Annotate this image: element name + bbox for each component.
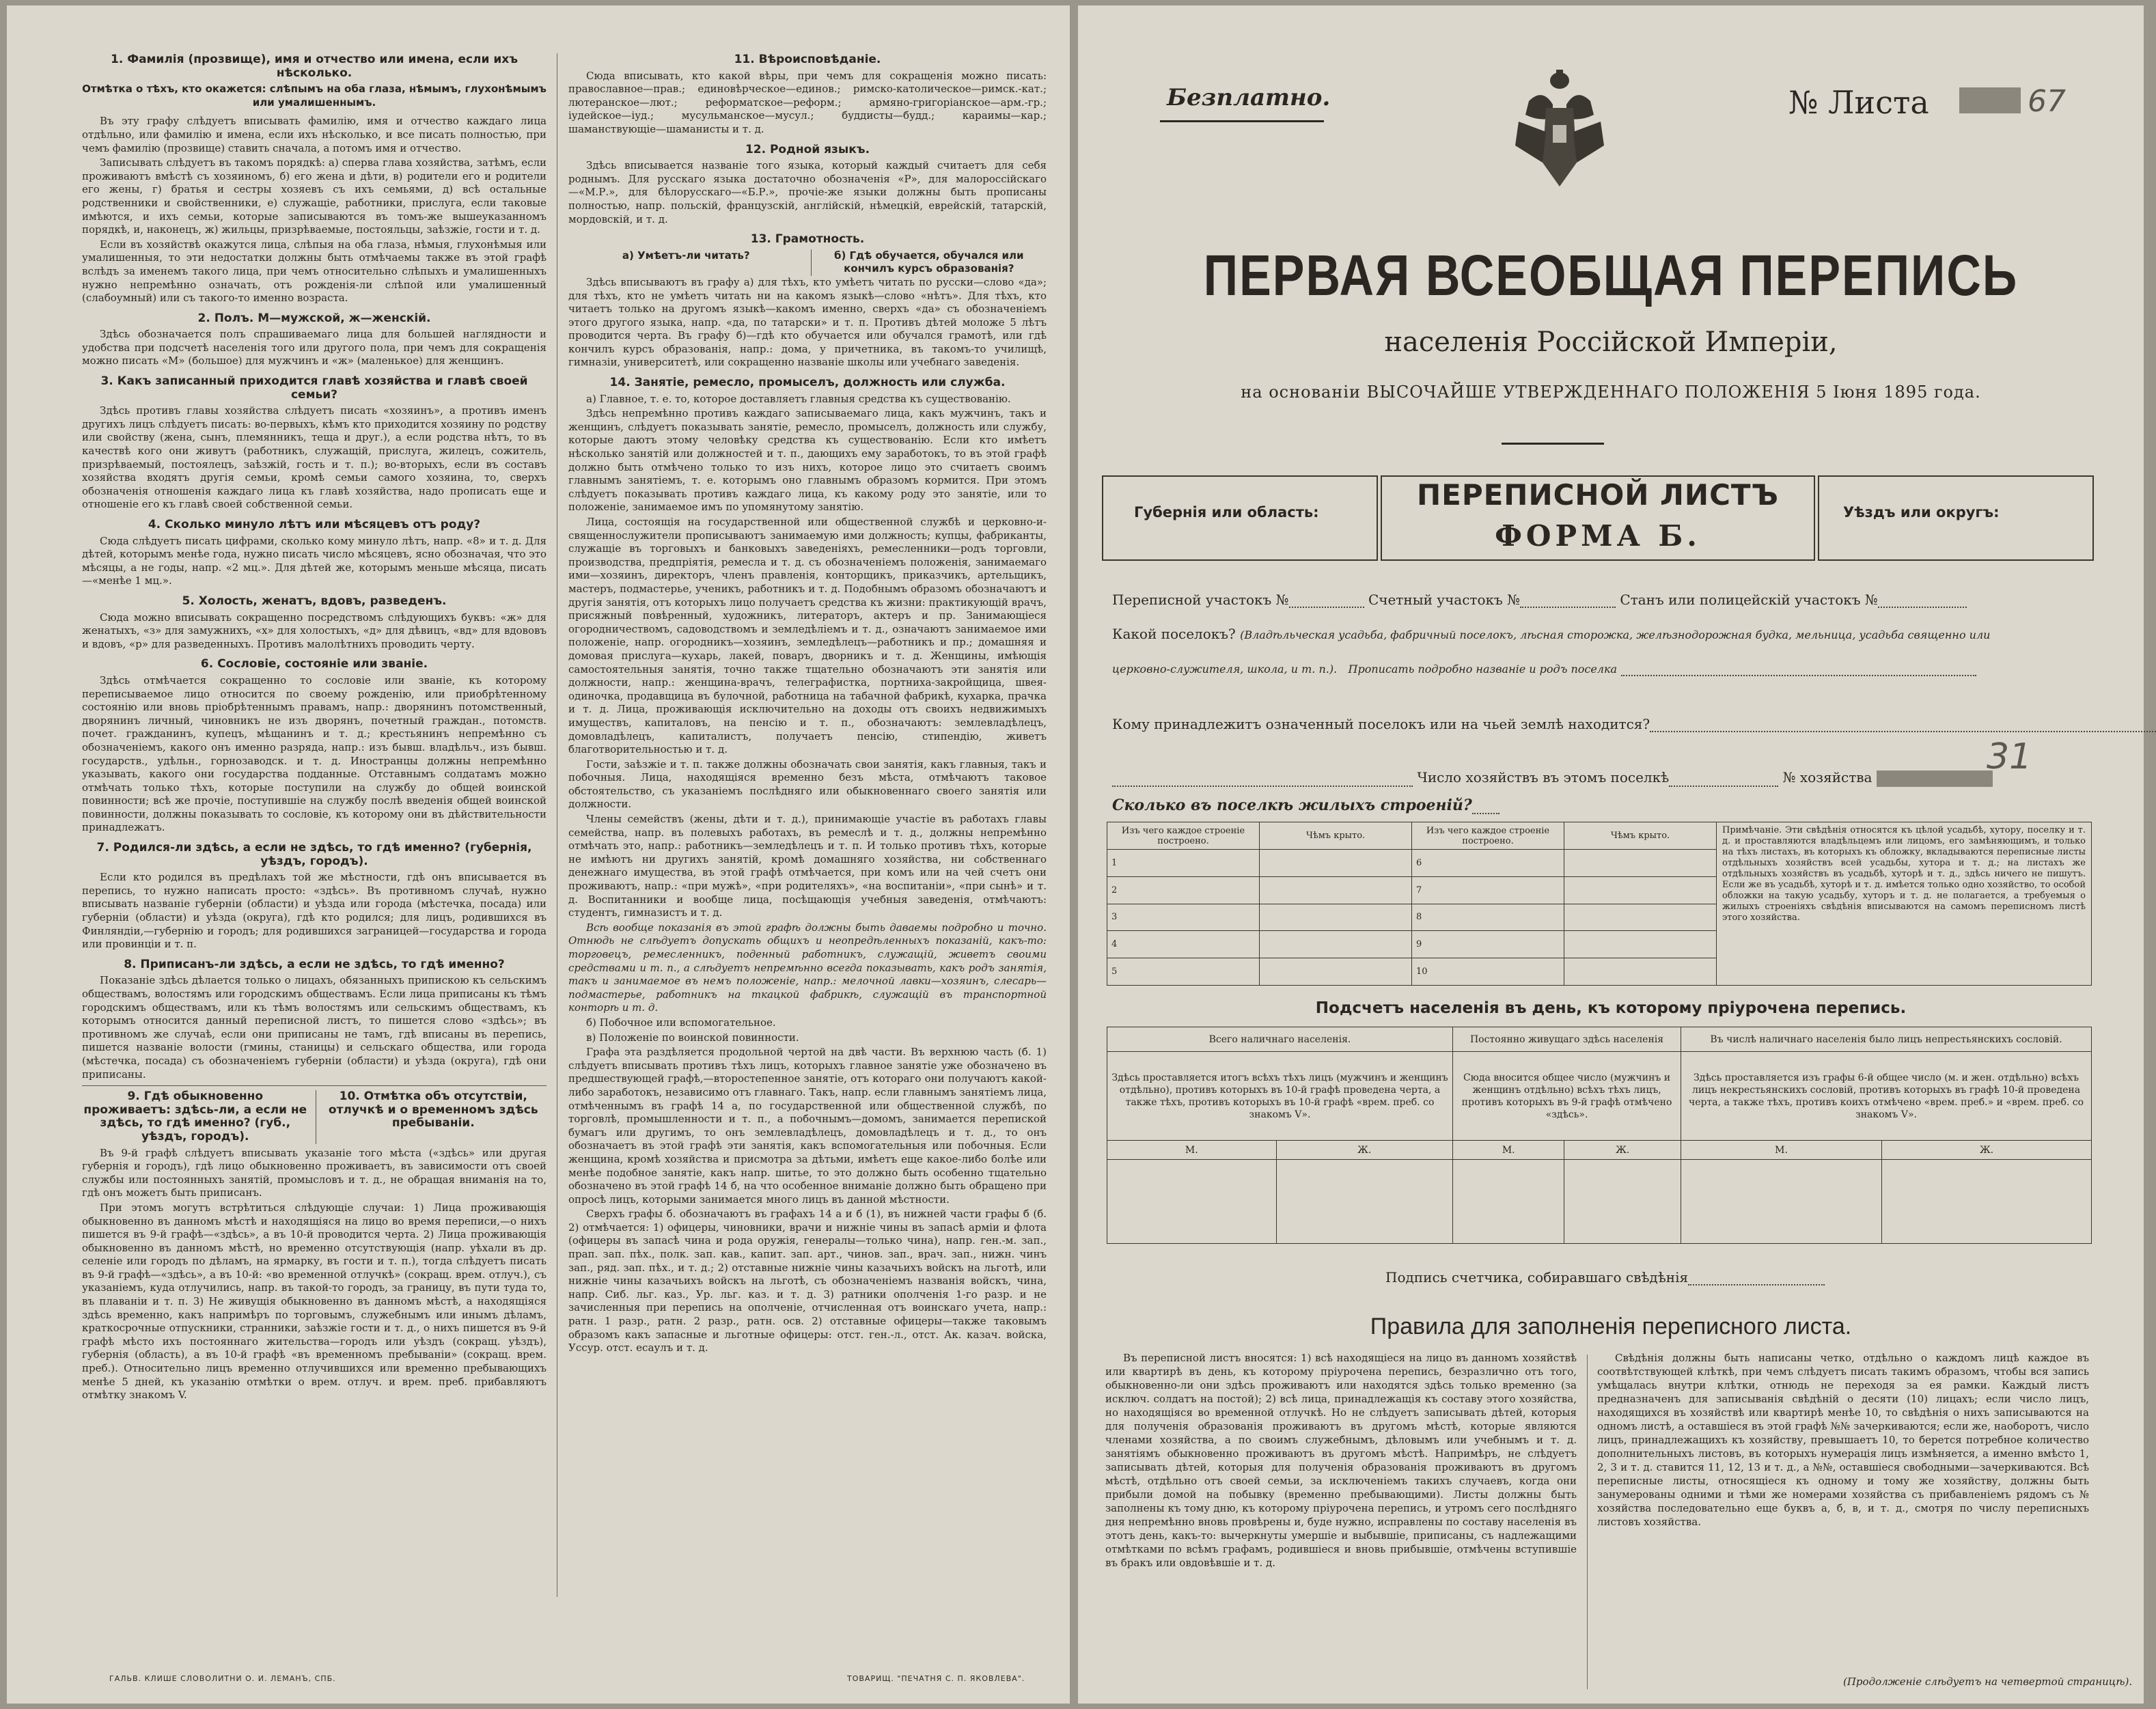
- settlement-line: [1112, 626, 1990, 642]
- rules-column-left: [1105, 1351, 1577, 1693]
- paragraph: При этомъ могутъ встрѣтиться слѣдующіе случаи: 1) Лица проживающія обыкновенно въ данномъ мѣстѣ и находящіяся на лицо во время переписи,—о нихъ пишется въ 9-й графѣ—«здѣсь», а въ 10-й проводится черта. 2) Лица проживающія обыкновенно въ данномъ мѣстѣ, но временно отсутствующія (напр. уѣхали въ др. селеніе или городъ по дѣламъ, на ярмарку, въ гости и т. п.), тогда слѣдуетъ писать въ 9-й графѣ—«здѣсь», а въ 10-й: «во временной отлучкѣ» (сокращ. врем. отлуч.), съ указаніемъ, куда отлучились, напр. въ такой-то городъ, за границу, въ пути туда то, въ плаваніи и т. п. 3) Не живущія обыкновенно въ данномъ мѣстѣ, а находящіяся здѣсь временно, какъ напримѣръ по торговымъ, служебнымъ или инымъ дѣламъ, краткосрочные отпускники, странники, заѣзжіе гости и т. д., о нихъ пишется въ 9-й графѣ мѣсто ихъ постояннаго жительства—городъ или уѣздъ (сокращ. уѣздъ), губернія (область), а въ 10-й графѣ «въ временномъ пребываніи» (сокращ. врем. преб.). Относительно лицъ временно отлучившихся или временно пребывающихъ менѣе 5 дней, къ указанію отмѣтки о врем. отлуч. и врем. преб. прибавляютъ отмѣтку знакомъ V.: [82, 1201, 547, 1402]
- section-4-title: 4. Сколько минуло лѣтъ или мѣсяцевъ отъ роду?: [148, 518, 481, 531]
- uezd-box: [1818, 475, 2094, 561]
- paragraph: Въ эту графу слѣдуетъ вписывать фамилію, имя и отчество каждаго лица отдѣльно, или фамилію и имена, если ихъ нѣсколько, и все писать полностью, при чемъ фамилію (прозвище) ставить сначала, а потомъ имя и отчество.: [82, 115, 547, 154]
- handwritten-household-number: 31: [1987, 736, 2032, 777]
- roof-header: Чѣмъ крыто.: [1564, 822, 1717, 850]
- owner-field[interactable]: [1650, 728, 2156, 732]
- gubernia-label: Губернія или область:: [1134, 504, 1319, 520]
- count-col-3-text: Здѣсь проставляется изъ графы 6-й общее число (м. и жен. отдѣльно) всѣхъ лицъ некрестьянскихъ сословій, противъ которыхъ въ графѣ 10-й проведена черта, а также тѣхъ, противъ коихъ отмѣчено «врем. преб.» и «врем. преб. со знакомъ V».: [1681, 1052, 2092, 1141]
- rules-title: Правила для заполненія переписного листа.: [1370, 1314, 1852, 1339]
- settlement-hint: (Владѣльческая усадьба, фабричный поселокъ, лѣсная сторожка, желѣзнодорожная будка, мельница, усадьба священно или: [1240, 628, 1991, 641]
- buildings-field[interactable]: [1472, 810, 1499, 814]
- form-header-row: [1102, 475, 2092, 561]
- paragraph: Здѣсь противъ главы хозяйства слѣдуетъ писать «хозяинъ», а противъ именъ другихъ лицъ слѣдуетъ писать: во-первыхъ, кѣмъ кто приходится хозяину по родству или свойству (жена, сынъ, племянникъ, теща и друг.), а если родства нѣтъ, то въ качествѣ кого они живутъ (работникъ, служащій, прислуга, жилецъ, сожитель, призрѣваемый, постоялецъ, заѣзжій, гость и т. п.); во-вторыхъ, если въ составъ хозяйства входятъ другія семьи, кромѣ семьи самого хозяина, то, сверхъ обозначенія отношенія каждаго лица къ главѣ хозяйства, надо прописать еще и отношеніе его къ главѣ своей собственной семьи.: [82, 404, 547, 511]
- signature-label: Подпись счетчика, собиравшаго свѣдѣнія: [1385, 1269, 1689, 1286]
- section-11-title: 11. Вѣроисповѣданіе.: [734, 53, 881, 66]
- paragraph: Свѣдѣнія должны быть написаны четко, отдѣльно о каждомъ лицѣ каждое въ соотвѣтствующей клѣткѣ, при чемъ слѣдуетъ писать такимъ образомъ, чтобы вся запись умѣщалась внутри клѣтки, отнюдь не переходя за ея рамки. Каждый листъ предназначенъ для записыванія свѣдѣній о десяти (10) лицахъ; если число лицъ, находящихся въ хозяйствѣ или квартирѣ менѣе 10, то свѣдѣнія о нихъ записываются на одномъ листѣ, а оставшіеся въ этой графѣ №№ зачеркиваются; если же, наоборотъ, число лицъ, принадлежащихъ къ хозяйству, превышаетъ 10, то берется потребное количество дополнительныхъ листовъ, въ которыхъ нумерація лицъ измѣняется, а именно вмѣсто 1, 2, 3 и т. д. ставится 11, 12, 13 и т. д., а №№, оставшіеся свободными—зачеркиваются. Всѣ переписные листы, относящіеся къ одному и тому же хозяйству, должны быть занумерованы одними и тѣми же номерами хозяйства съ прибавленіемъ рядомъ съ № хозяйства последовательно еще буквъ а, б, в, и т. д., смотря по числу переписныхъ листовъ хозяйства.: [1597, 1352, 2089, 1528]
- section-1-title: 1. Фамилія (прозвище), имя и отчество или имена, если ихъ нѣсколько.: [111, 53, 518, 80]
- section-5-title: 5. Холость, женатъ, вдовъ, разведенъ.: [182, 594, 447, 608]
- building-row-number: 7: [1412, 876, 1564, 904]
- district-line: [1112, 592, 1967, 608]
- paragraph: Сверхъ графы б. обозначаютъ въ графахъ 14 а и б (1), въ нижней части графы б (б. 2) отмѣчается: 1) офицеры, чиновники, врачи и нижніе чины въ запасѣ арміи и флота (офицеры въ запасѣ чина и рода оружія, генералы—только чина), напр. ген.-м. зап., прап. зап. пѣх., полк. зап. кав., капит. зап. арт., чинов. зап., врач. зап., нижн. чинъ зап., ряд. зап. пѣх., и т. д.; 2) отставные нижніе чины казачьихъ войскъ на льготѣ, или нижніе чины казачьихъ войскъ на льготѣ, съ обозначеніемъ названія войскъ, чина, напр. Сиб. льг. каз., Ур. льг. каз. и т. д. 3) ратники ополченія 1-го разр. и не зачисленныя при перепись на ополченіе, отчисленная отъ воинскаго учета, напр.: ратн. 1 разр., ратн. 2 разр., ратн. осв. 2) отставные офицеры—также таковымъ образомъ какъ запасные и льготные офицеры: отст. ген.-л., отст. Ак. казач. войска, Уссур. отст. есаулъ и т. д.: [568, 1208, 1047, 1354]
- building-cell[interactable]: [1564, 850, 1717, 877]
- section-9-title: 9. Гдѣ обыкновенно проживаетъ: здѣсь-ли, а если не здѣсь, то гдѣ именно? (губ., уѣздъ, городъ).: [83, 1089, 307, 1143]
- right-page: [1078, 5, 2144, 1704]
- section-8-title: 8. Приписанъ-ли здѣсь, а если не здѣсь, то гдѣ именно?: [124, 957, 505, 971]
- count-col-2-head: Постоянно живущаго здѣсь населенія: [1452, 1027, 1681, 1052]
- owner-line: [1112, 716, 2156, 732]
- count-cell[interactable]: [1681, 1160, 1882, 1244]
- section-14b: б) Побочное или вспомогательное.: [586, 1016, 776, 1029]
- household-number-stamp: [1877, 770, 1993, 787]
- paragraph: Здѣсь обозначается полъ спрашиваемаго лица для большей наглядности и удобства при подсчетѣ населенія того или другого пола, при чемъ для сокращенія можно писать «М» (большое) для мужчинъ и «ж» (маленькое) для женщинъ.: [82, 328, 547, 367]
- section-10-title: 10. Отмѣтка объ отсутствіи, отлучкѣ и о временномъ здѣсь пребываніи.: [316, 1090, 547, 1143]
- female-column-label: Ж.: [1882, 1141, 2092, 1160]
- paragraph: Здѣсь отмѣчается сокращенно то сословіе или званіе, къ которому переписываемое лицо относится по своему рожденію, или приобрѣтенному состоянію или вновь пріобрѣтеннымъ правамъ, напр.: дворянинъ потомственный, дворянинъ личный, чиновникъ не изъ дворянъ, почетный граждан., потомств. почет. гражданинъ, купецъ, мѣщанинъ и т. д.; крестьянинъ непремѣнно съ обозначеніемъ, какого онъ именно разряда, напр.: изъ бывш. владѣльч., изъ бывш. государств., удѣльн., горнозаводск. и т. д. Иностранцы должны непремѣнно указывать, какого они государства подданные. Отставнымъ солдатамъ можно отмѣчать только тѣхъ, которые поступили на службу до общей воинской повинности; всѣ же прочіе, поступившіе на службу послѣ введенія общей воинской повинности, должны показывать то сословіе, къ которому они въ дѣйствительности принадлежатъ.: [82, 673, 547, 834]
- printer-footer-right: ТОВАРИЩ. "ПЕЧАТНЯ С. П. ЯКОВЛЕВА".: [847, 1674, 1025, 1683]
- paragraph: Въ 9-й графѣ слѣдуетъ вписывать указаніе того мѣста («здѣсь» или другая губернія и городъ), гдѣ лицо обыкновенно проживаетъ, въ зависимости отъ своей службы или постоянныхъ занятій, промысловъ и т. д., не обращая вниманія на то, гдѣ онъ можетъ быть приписанъ.: [82, 1146, 547, 1199]
- male-column-label: М.: [1107, 1141, 1277, 1160]
- paragraph: Записывать слѣдуетъ въ такомъ порядкѣ: а) сперва глава хозяйства, затѣмъ, если проживаютъ вмѣстѣ съ хозяиномъ, б) его жена и дѣти, в) родители его и родители его жены, г) братья и сестры хозяевъ съ ихъ семьями, д) всѣ остальные родственники и свойственники, е) служащіе, работники, прислуга, если таковые имѣются, и ихъ семьи, которые записываются въ томъ-же вышеуказанномъ порядкѣ, и, наконецъ, ж) жильцы, призрѣваемые, постояльцы, заѣзжіе, гости и т. д.: [82, 156, 547, 236]
- police-district-field[interactable]: [1878, 604, 1967, 608]
- instructions-column-left: [82, 46, 547, 1617]
- female-column-label: Ж.: [1276, 1141, 1452, 1160]
- building-row-number: 1: [1107, 850, 1260, 877]
- handwritten-sheet-number: 67: [2028, 84, 2066, 119]
- paragraph: Показаніе здѣсь дѣлается только о лицахъ, обязанныхъ припискою къ сельскимъ обществамъ, волостямъ или городскимъ обществамъ. Если лица приписаны къ тѣмъ городскимъ обществамъ, или къ тѣмъ волостямъ или сельскимъ обществамъ, къ которымъ относится данный переписной листъ, то пишется слово «здѣсь»; въ противномъ же случаѣ, если они приписаны не тамъ, гдѣ вписаны въ перепись, пишется названіе волости (гмины, станицы) и сельскаго общества, или города (мѣстечка, посада) съ обозначеніемъ губерніи (области) и уѣзда (округа), гдѣ они приписаны.: [82, 974, 547, 1081]
- building-cell[interactable]: [1564, 876, 1717, 904]
- section-7-title: 7. Родился-ли здѣсь, а если не здѣсь, то гдѣ именно? (губернія, уѣздъ, городъ).: [96, 841, 532, 868]
- paragraph: Здѣсь непремѣнно противъ каждаго записываемаго лица, какъ мужчинъ, такъ и женщинъ, слѣдуетъ показывать занятіе, ремесло, промыселъ, должность или службу, которые даютъ этому человѣку средства къ существованію. Если кто имѣетъ нѣсколько занятій или должностей и т. п., дающихъ ему заработокъ, то въ этой графѣ должно быть отмѣчено только то изъ нихъ, которое лицо это считаетъ своимъ главнымъ занятіемъ, т. е. которымъ оно главнымъ образомъ кормится. При этомъ слѣдуетъ показывать противъ каждаго лица, къ какому роду это занятіе, или то положеніе, занимаемое имъ по упомянутому занятію.: [568, 407, 1047, 514]
- census-title: ПЕРВАЯ ВСЕОБЩАЯ ПЕРЕПИСЬ: [1203, 243, 2019, 307]
- count-cell[interactable]: [1452, 1160, 1564, 1244]
- form-title: ПЕРЕПИСНОЙ ЛИСТЪ: [1416, 478, 1780, 512]
- count-cell[interactable]: [1882, 1160, 2092, 1244]
- sheet-number-stamp: [1959, 87, 2021, 113]
- building-row-number: 5: [1107, 958, 1260, 986]
- paragraph: Если въ хозяйствѣ окажутся лица, слѣпыя на оба глаза, нѣмыя, глухонѣмыя или умалишенныя, то эти недостатки должны быть отмѣчаемы также въ этой графѣ вслѣдъ за именемъ такого лица, при чемъ относительно слѣпыхъ и умалишенныхъ нужно непремѣнно означать, отъ рожденія-ли слѣпой или умалишенный (слабоумный) или съ такого-то именно возраста.: [82, 238, 547, 305]
- sheet-number-label: № Листа: [1788, 84, 1929, 121]
- section-14-title: 14. Занятіе, ремесло, промыселъ, должность или служба.: [609, 376, 1006, 390]
- continued-note: (Продолженіе слѣдуетъ на четвертой страницѣ).: [1843, 1676, 2133, 1688]
- households-count-label: Число хозяйствъ въ этомъ поселкѣ: [1417, 769, 1670, 786]
- paragraph: Всѣ вообще показанія въ этой графѣ должны быть даваемы подробно и точно. Отнюдь не слѣдуетъ допускать общихъ и неопредѣленныхъ показаній, какъ-то: торговецъ, ремесленникъ, поденный работникъ, служащій, живетъ своими средствами и т. п., а слѣдуетъ непремѣнно всегда показывать, какъ родъ занятія, такъ и занимаемое въ немъ положеніе, напр.: мелочной лавки—хозяинъ, слесарь—подмастерье, работникъ на ткацкой фабрикѣ, служащій въ транспортной конторѣ и т. д.: [568, 921, 1047, 1014]
- section-13b: б) Гдѣ обучается, обучался или кончилъ курсъ образованія?: [811, 249, 1047, 276]
- count-district-field[interactable]: [1520, 604, 1616, 608]
- dotted-leader: [1112, 783, 1413, 787]
- household-number-label: № хозяйства: [1782, 769, 1872, 786]
- printer-footer-left: ГАЛЬВ. КЛИШЕ СЛОВОЛИТНИ О. И. ЛЕМАНЪ, СПБ.: [109, 1674, 336, 1683]
- count-col-2-text: Сюда вносится общее число (мужчинъ и женщинъ отдѣльно) всѣхъ тѣхъ лицъ, противъ которыхъ въ 9-й графѣ отмѣчено «здѣсь».: [1452, 1052, 1681, 1141]
- double-headed-eagle-emblem: [1515, 67, 1604, 197]
- count-col-1-text: Здѣсь проставляется итогъ всѣхъ тѣхъ лицъ (мужчинъ и женщинъ отдѣльно), противъ которыхъ въ 10-й графѣ проведена черта, а также тѣхъ, противъ которыхъ въ 10-й графѣ «врем. преб. со знакомъ V».: [1107, 1052, 1453, 1141]
- section-1-lead: Отмѣтка о тѣхъ, кто окажется: слѣпымъ на оба глаза, нѣмымъ, глухонѣмымъ или умалишеннымъ.: [82, 83, 547, 109]
- settlement-line-2: [1112, 660, 1976, 676]
- left-page: [7, 5, 1070, 1704]
- settlement-hint-3: Прописать подробно названіе и родъ поселка: [1348, 663, 1618, 676]
- instructions-column-right: [568, 46, 1047, 1617]
- building-row-number: 9: [1412, 931, 1564, 958]
- paragraph: Здѣсь вписывается названіе того языка, который каждый считаетъ для себя роднымъ. Для русскаго языка достаточно обозначенія «Р», для малороссійскаго—«М.Р.», для бѣлорусскаго—«Б.Р.», прочіе-же языки должны быть прописаны полностью, напр. польскій, французскій, англійскій, нѣмецкій, еврейскій, татарскій, мордовскій, и т. д.: [568, 159, 1047, 225]
- section-12-title: 12. Родной языкъ.: [745, 142, 870, 156]
- building-row-number: 6: [1412, 850, 1564, 877]
- building-row-number: 10: [1412, 958, 1564, 986]
- free-label: Безплатно.: [1167, 84, 1331, 111]
- buildings-table: [1107, 822, 2092, 986]
- gubernia-box: [1102, 475, 1378, 561]
- count-cell[interactable]: [1564, 1160, 1681, 1244]
- paragraph: Сюда слѣдуетъ писать цифрами, сколько кому минуло лѣтъ, напр. «8» и т. д. Для дѣтей, которымъ менѣе года, нужно писать число мѣсяцевъ, ясно обозначая, что это мѣсяцы, а не годы, напр. «2 мц.». Для дѣтей же, которымъ меньше мѣсяца, писать—«менѣе 1 мц.».: [82, 534, 547, 587]
- form-title-box: [1381, 475, 1815, 561]
- building-row-number: 8: [1412, 904, 1564, 931]
- rules-divider: [1587, 1354, 1588, 1689]
- owner-label: Кому принадлежитъ означенный поселокъ или на чьей землѣ находится?: [1112, 716, 1650, 732]
- population-count-table: [1107, 1027, 2092, 1244]
- census-basis: на основаніи ВЫСОЧАЙШЕ УТВЕРЖДЕННАГО ПОЛОЖЕНІЯ 5 Іюня 1895 года.: [1241, 383, 1981, 402]
- paragraph: Графа эта раздѣляется продольной чертой на двѣ части. Въ верхнюю часть (б. 1) слѣдуетъ вписывать противъ тѣхъ лицъ, которыхъ главное занятіе уже обозначено въ предшествующей графѣ,—второстепенное занятіе, отъ котораго они получаютъ какой-либо заработокъ, независимо отъ главнаго. Такъ, напр. если главнымъ занятіемъ лица, отмѣченнымъ въ графѣ 14 а, по государственной или общественной службѣ, по торговлѣ, промышленности и т. п., а побочнымъ—домомъ, занимается перепиской бумагъ или другимъ, то онъ землевладѣлецъ, домовладѣлецъ и т. д., то онъ обозначаетъ въ этой графѣ эти занятія, какъ вспомогательныя или побочныя. Если женщина, кромѣ хозяйства и присмотра за дѣтьми, имѣетъ еще какое-либо болѣе или менѣе подобное занятіе, какъ напр. шитье, то это должно быть особенно тщательно обозначено въ этой графѣ 14 б, на что особенное вниманіе должно быть обращено при опросѣ лицъ, которыми занимается много лицъ въ данной мѣстности.: [568, 1046, 1047, 1206]
- building-row-number: 2: [1107, 876, 1260, 904]
- male-column-label: М.: [1452, 1141, 1564, 1160]
- settlement-field[interactable]: [1621, 672, 1976, 676]
- settlement-hint-2: церковно-служителя, школа, и т. п.).: [1112, 663, 1338, 676]
- free-underline: [1160, 120, 1324, 122]
- paragraph: Сюда можно вписывать сокращенно посредствомъ слѣдующихъ буквъ: «ж» для женатыхъ, «з» для замужнихъ, «х» для холостыхъ, «д» для дѣвицъ, «вд» для вдововъ и вдовъ, «р» для разведенныхъ. Противъ малолѣтнихъ проводить черту.: [82, 611, 547, 650]
- count-col-3-head: Въ числѣ наличнаго населенія было лицъ непрестьянскихъ сословій.: [1681, 1027, 2092, 1052]
- building-cell[interactable]: [1564, 904, 1717, 931]
- building-material-header: Изъ чего каждое строеніе построено.: [1412, 822, 1564, 850]
- section-3-title: 3. Какъ записанный приходится главѣ хозяйства и главѣ своей семьи?: [100, 374, 528, 402]
- building-cell[interactable]: [1260, 876, 1412, 904]
- roof-header: Чѣмъ крыто.: [1260, 822, 1412, 850]
- signature-line: [1385, 1269, 1825, 1286]
- uezd-label: Уѣздъ или округъ:: [1843, 504, 2000, 520]
- paragraph: Здѣсь вписываютъ въ графу а) для тѣхъ, кто умѣетъ читать по русски—слово «да»; для тѣхъ, кто не умѣетъ читать ни на какомъ языкѣ—слово «нѣтъ». Для тѣхъ, кто читаетъ только на другомъ языкѣ—какомъ именно, сверхъ «да» съ обозначеніемъ этого другого языка, напр. «да, по татарски» и т. п. Противъ дѣтей моложе 5 лѣтъ проводится черта. Въ графу б)—гдѣ кто обучается или обучался грамотѣ, или гдѣ кончилъ курсъ образованія, напр.: дома, у причетника, въ такомъ-то училищѣ, гимназіи, университетѣ, или сокращенно названіе школы или учебнаго заведенія.: [568, 275, 1047, 369]
- building-cell[interactable]: [1260, 904, 1412, 931]
- signature-field[interactable]: [1688, 1281, 1825, 1286]
- paragraph: Лица, состоящія на государственной или общественной службѣ и церковно-и-священнослужители прописываютъ занимаемую ими должность; купцы, фабриканты, служащіе въ торговыхъ и банковыхъ заведеніяхъ, ремесленники—родъ торговли, производства, предпріятія, ремесла и т. д. съ обозначеніемъ положенія, занимаемаго ими—хозяинъ, директоръ, членъ правленія, конторщикъ, приказчикъ, артельщикъ, мастеръ, подмастерье, ученикъ, работникъ и т. д. Подобнымъ образомъ обозначаютъ и другія занятія, отъ которыхъ лицо получаетъ средства къ жизни: практикующій врачъ, присяжный повѣренный, художникъ, литераторъ, актеръ и пр. Занимающіеся огородничествомъ, садоводствомъ и земледѣліемъ и т. д., означаютъ занимаемое ими положеніе, напр. огородникъ—хозяинъ, земледѣлецъ—работникъ и пр.; домашняя и домовая прислуга—кухарь, лакей, поваръ, дворникъ и т. д. Женщины, имѣющія самостоятельныя занятія, точно также тщательно обозначаютъ эти занятія или должности, напр.: женщина-врачъ, телеграфистка, портниха-закройщица, швея-одиночка, продавщица въ булочной, работница на табачной фабрикѣ, кухарка, прачка и т. д. Лица, проживающія исключительно на доходы отъ своихъ недвижимыхъ имуществъ, капиталовъ, на пенсію и т. п., обозначаютъ: землевладѣлецъ, домовладѣлецъ, капиталистъ, получаетъ пенсію, стипендію, живетъ благотворительностью и т. д.: [568, 516, 1047, 756]
- paragraph: Сюда вписывать, кто какой вѣры, при чемъ для сокращенія можно писать: православное—прав.; единовѣрческое—единов.; римско-католическое—римск.-кат.; лютеранское—лют.; реформатское—реформ.; армяно-григоріанское—арм.-гр.; іудейское—іуд.; мусульманское—мусул.; буддисты—будд.; караимы—кар.; шаманствующіе—шаманисты и т. д.: [568, 69, 1047, 135]
- population-count-title: Подсчетъ населенія въ день, къ которому пріурочена перепись.: [1315, 999, 1907, 1017]
- paragraph: Гости, заѣзжіе и т. п. также должны обозначать свои занятія, какъ главныя, такъ и побочныя. Лица, находящіяся временно безъ мѣста, отмѣчаютъ таковое обстоятельство, съ указаніемъ послѣдняго или обыкновеннаго своего занятія или должности.: [568, 758, 1047, 811]
- paragraph: Если кто родился въ предѣлахъ той же мѣстности, гдѣ онъ вписывается въ перепись, то нужно написать просто: «здѣсь». Въ противномъ случаѣ, нужно вписывать названіе губерніи (области) и уѣзда или города (мѣстечка, посада) или губерніи (области) и уѣзда (округа), гдѣ кто родился; для лицъ, родившихся въ Финляндіи,—губернію и городъ; для родившихся заграницей—государства и города или провинціи и т. п.: [82, 871, 547, 951]
- female-column-label: Ж.: [1564, 1141, 1681, 1160]
- building-cell[interactable]: [1564, 931, 1717, 958]
- building-cell[interactable]: [1260, 958, 1412, 986]
- buildings-note: Примѣчаніе. Эти свѣдѣнія относятся къ цѣлой усадьбѣ, хутору, поселку и т. д. и проставляются владѣльцемъ или лицомъ, его замѣняющимъ, и только на тѣхъ листахъ, въ которыхъ къ обложку, вкладываются переписные листы отдѣльныхъ хозяйствъ всей усадьбы, хутора и т. д.; на листахъ же отдѣльныхъ хозяйствъ въ усадьбѣ, хуторѣ и т. д., здѣсь ничего не пишутъ. Если же въ усадьбѣ, хуторѣ и т. д. имѣется только одно хозяйство, то особой обложки на такую усадьбу, хуторъ и т. д. не полагается, а требуемыя о жилыхъ строеніяхъ свѣдѣнія вписываются на самомъ переписномъ листѣ этого хозяйства.: [1717, 822, 2092, 986]
- building-cell[interactable]: [1260, 931, 1412, 958]
- male-column-label: М.: [1681, 1141, 1882, 1160]
- section-13a: а) Умѣетъ-ли читать?: [622, 249, 750, 262]
- buildings-line: [1112, 796, 1499, 814]
- paragraph: Въ переписной листъ вносятся: 1) всѣ находящіеся на лицо въ данномъ хозяйствѣ или квартирѣ въ день, къ которому пріурочена перепись, безразлично отъ того, обыкновенно-ли они здѣсь проживаютъ или находятся здѣсь только временно (за исключ. солдатъ на постой); 2) всѣ лица, принадлежащія къ составу этого хозяйства, но находящіяся во временной отлучкѣ. Но не слѣдуетъ записывать дѣтей, которыя для полученія образованія проживаютъ въ другомъ мѣстѣ, которые являются членами хозяйства, а по своимъ служебнымъ, дѣловымъ или учебнымъ и т. д. занятіямъ обыкновенно проживаютъ въ другомъ мѣстѣ. Напримѣръ, не слѣдуетъ записывать дѣтей, которыя для полученія образованія проживаютъ въ другомъ мѣстѣ, отдѣльно отъ своей семьи, за исключеніемъ такихъ случаевъ, когда они прибыли домой на побывку (временно пребывающими). Листы должны быть заполнены къ тому дню, къ которому пріурочена перепись, и утромъ сего послѣдняго дня непремѣнно вновь провѣрены и, буде нужно, исправлены по составу населенія въ этотъ день, какъ-то: вычеркнуты умершіе и выбывшіе, приписаны, съ надлежащими отмѣтками по всѣмъ графамъ, родившіеся и вновь прибывшіе, отмѣчены вступившіе въ бракъ или овдовѣвшіе и т. д.: [1105, 1352, 1577, 1569]
- count-district-label: Счетный участокъ №: [1368, 592, 1521, 608]
- census-subtitle: населенія Россійской Имперіи,: [1384, 326, 1838, 358]
- count-cell[interactable]: [1107, 1160, 1277, 1244]
- census-district-label: Переписной участокъ №: [1112, 592, 1289, 608]
- census-district-field[interactable]: [1289, 604, 1364, 608]
- police-district-label: Станъ или полицейскій участокъ №: [1620, 592, 1878, 608]
- building-row-number: 3: [1107, 904, 1260, 931]
- count-cell[interactable]: [1276, 1160, 1452, 1244]
- form-subtitle: ФОРМА Б.: [1495, 519, 1701, 553]
- count-col-1-head: Всего наличнаго населенія.: [1107, 1027, 1453, 1052]
- building-cell[interactable]: [1564, 958, 1717, 986]
- households-count-field[interactable]: [1669, 783, 1778, 787]
- section-14c: в) Положеніе по воинской повинности.: [586, 1031, 799, 1044]
- building-row-number: 4: [1107, 931, 1260, 958]
- rules-column-right: [1597, 1351, 2089, 1672]
- buildings-label: Сколько въ поселкѣ жилыхъ строеній?: [1112, 796, 1472, 814]
- building-material-header: Изъ чего каждое строеніе построено.: [1107, 822, 1260, 850]
- building-cell[interactable]: [1260, 850, 1412, 877]
- households-line: [1112, 769, 1993, 787]
- paragraph: Члены семействъ (жены, дѣти и т. д.), принимающіе участіе въ работахъ главы семейства, напр. въ полевыхъ работахъ, въ ремеслѣ и т. д., должны непремѣнно отмѣчать это, напр.: работникъ—земледѣлецъ и т. п. И только противъ тѣхъ, которые не имѣютъ ни другихъ занятій, кромѣ домашняго хозяйства, ни собственнаго денежнаго имущества, въ этой графѣ отмѣчается, при комъ или на чей счетъ они проживаютъ, напр.: «при мужѣ», «при родителяхъ», «на воспитаніи», «при сынѣ» и т. д. Воспитанники и вообще лица, посѣщающія учебныя заведенія, отмѣчаютъ: студентъ, гимназистъ и т. д.: [568, 813, 1047, 919]
- section-13-title: 13. Грамотность.: [750, 232, 865, 247]
- section-2-title: 2. Полъ. М—мужской, ж—женскій.: [197, 311, 431, 325]
- section-14a: а) Главное, т. е. то, которое доставляетъ главныя средства къ существованію.: [586, 392, 1011, 405]
- section-6-title: 6. Сословіе, состояніе или званіе.: [200, 657, 428, 671]
- settlement-label: Какой поселокъ?: [1112, 626, 1236, 642]
- title-rule: [1502, 443, 1604, 445]
